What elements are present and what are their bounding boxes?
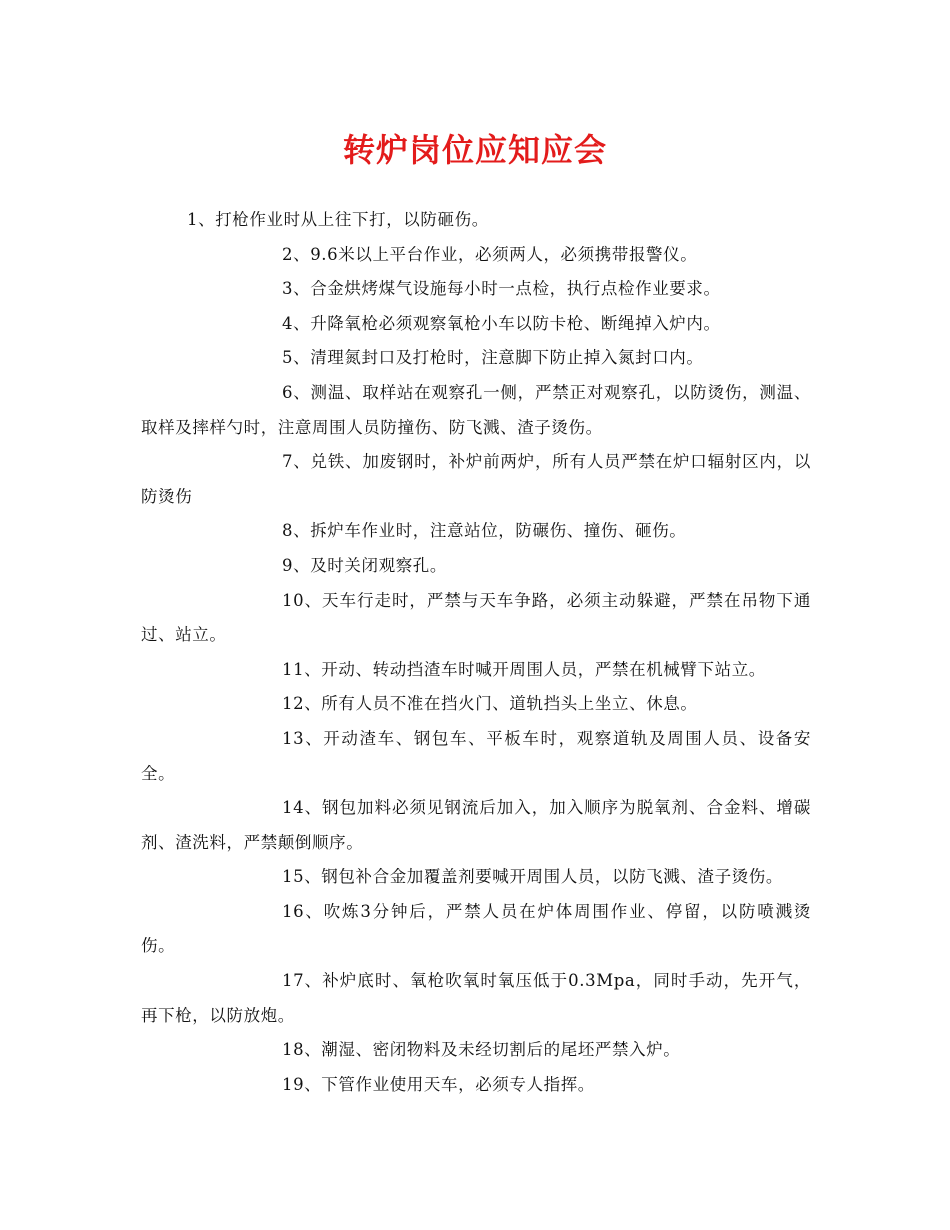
list-item: 8、拆炉车作业时，注意站位，防碾伤、撞伤、砸伤。 [282,521,687,541]
list-item: 18、潮湿、密闭物料及未经切割后的尾坯严禁入炉。 [282,1040,681,1060]
list-item: 7、兑铁、加废钢时，补炉前两炉，所有人员严禁在炉口辐射区内，以防烫伤 [141,452,811,506]
list-item: 11、开动、转动挡渣车时喊开周围人员，严禁在机械臂下站立。 [282,659,766,679]
list-item: 4、升降氧枪必须观察氧枪小车以防卡枪、断绳掉入炉内。 [282,313,721,333]
list-item: 13、开动渣车、钢包车、平板车时，观察道轨及周围人员、设备安全。 [141,728,811,783]
page-title: 转炉岗位应知应会 [342,131,607,169]
list-item: 10、天车行走时，严禁与天车争路，必须主动躲避，严禁在吊物下通过、站立。 [141,590,811,645]
list-item: 14、钢包加料必须见钢流后加入，加入顺序为脱氧剂、合金料、增碳剂、渣洗料，严禁颠倒顺序。 [141,798,811,852]
list-item: 1、打枪作业时从上往下打，以防砸伤。 [187,210,489,229]
list-item: 9、及时关闭观察孔。 [282,555,447,575]
list-item: 12、所有人员不准在挡火门、道轨挡头上坐立、休息。 [282,694,698,714]
list-item: 15、钢包补合金加覆盖剂要喊开周围人员，以防飞溅、渣子烫伤。 [282,867,783,887]
list-item: 19、下管作业使用天车，必须专人指挥。 [282,1074,595,1094]
list-item: 17、补炉底时、氧枪吹氧时氧压低于0.3Mpa，同时手动，先开气，再下枪，以防放炮。 [141,971,811,1025]
list-item: 6、测温、取样站在观察孔一侧，严禁正对观察孔，以防烫伤，测温、取样及摔样勺时，注意周围人员防撞伤、防飞溅、渣子烫伤。 [141,382,811,437]
document-body [141,203,811,1102]
list-item: 5、清理氮封口及打枪时，注意脚下防止掉入氮封口内。 [282,348,704,368]
list-item: 3、合金烘烤煤气设施每小时一点检，执行点检作业要求。 [282,279,721,299]
list-item: 16、吹炼3分钟后，严禁人员在炉体周围作业、停留，以防喷溅烫伤。 [141,901,811,956]
list-item: 2、9.6米以上平台作业，必须两人，必须携带报警仪。 [282,244,698,264]
